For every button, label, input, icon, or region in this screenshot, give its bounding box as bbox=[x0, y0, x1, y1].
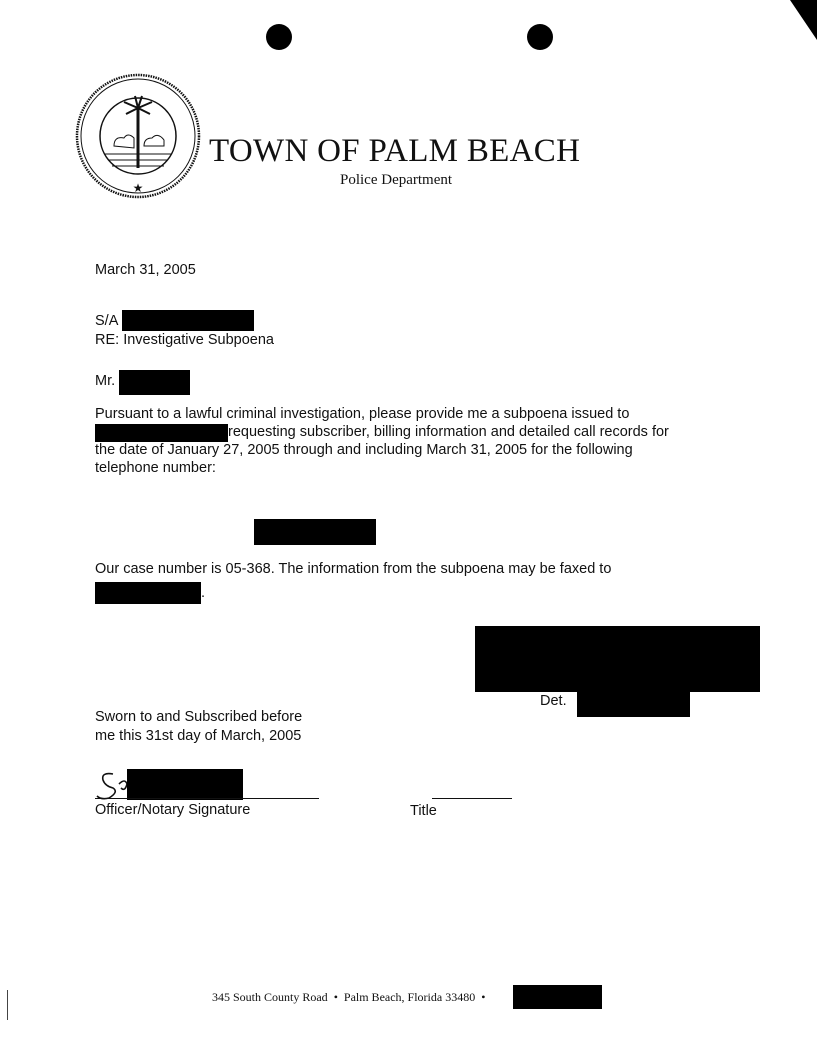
footer-address bbox=[212, 990, 485, 1005]
punch-hole-right bbox=[527, 24, 553, 50]
svg-text:★: ★ bbox=[132, 181, 144, 195]
letter-date: March 31, 2005 bbox=[95, 262, 196, 278]
salutation: Mr. bbox=[95, 373, 116, 389]
redaction-salutation-name bbox=[119, 370, 190, 395]
officer-notary-label: Officer/Notary Signature bbox=[95, 802, 251, 818]
body-line-4: telephone number: bbox=[95, 460, 216, 476]
scan-edge-mark bbox=[7, 990, 8, 1020]
body-line-2: requesting subscriber, billing information and detailed call records for bbox=[228, 424, 669, 440]
sworn-line-2: me this 31st day of March, 2005 bbox=[95, 728, 302, 744]
sworn-line-1: Sworn to and Subscribed before bbox=[95, 709, 303, 725]
redaction-provider bbox=[95, 424, 228, 442]
title-signature-line bbox=[432, 798, 512, 799]
case-number-line: Our case number is 05-368. The information from the subpoena may be faxed to bbox=[95, 561, 612, 577]
re-line: RE: Investigative Subpoena bbox=[95, 332, 274, 348]
footer-city: Palm Beach, Florida 33480 bbox=[343, 990, 476, 1004]
redaction-detective-name bbox=[577, 692, 690, 717]
redaction-fax-number bbox=[95, 582, 201, 604]
corner-mark bbox=[790, 0, 817, 40]
body-line-3: the date of January 27, 2005 through and including March 31, 2005 for the following bbox=[95, 442, 633, 458]
punch-hole-left bbox=[266, 24, 292, 50]
redaction-recipient-name bbox=[122, 310, 254, 331]
fax-period: . bbox=[201, 585, 206, 601]
body-line-1: Pursuant to a lawful criminal investigation, please provide me a subpoena issued to bbox=[95, 406, 630, 422]
bullet-icon: • bbox=[330, 990, 341, 1004]
letterhead-subtitle: Police Department bbox=[340, 172, 453, 188]
redaction-footer-phone bbox=[513, 985, 602, 1009]
redaction-notary-name bbox=[127, 769, 243, 800]
officer-signature-line bbox=[95, 798, 319, 799]
title-label: Title bbox=[410, 803, 437, 819]
bullet-icon: • bbox=[478, 990, 486, 1004]
redaction-detective-signature bbox=[475, 626, 760, 692]
recipient-prefix: S/A bbox=[95, 313, 119, 329]
footer-street: 345 South County Road bbox=[212, 990, 328, 1004]
redaction-telephone-number bbox=[254, 519, 376, 545]
letterhead-title: TOWN OF PALM BEACH bbox=[209, 133, 581, 169]
det-label: Det. bbox=[540, 693, 567, 709]
town-seal-logo bbox=[74, 72, 202, 202]
